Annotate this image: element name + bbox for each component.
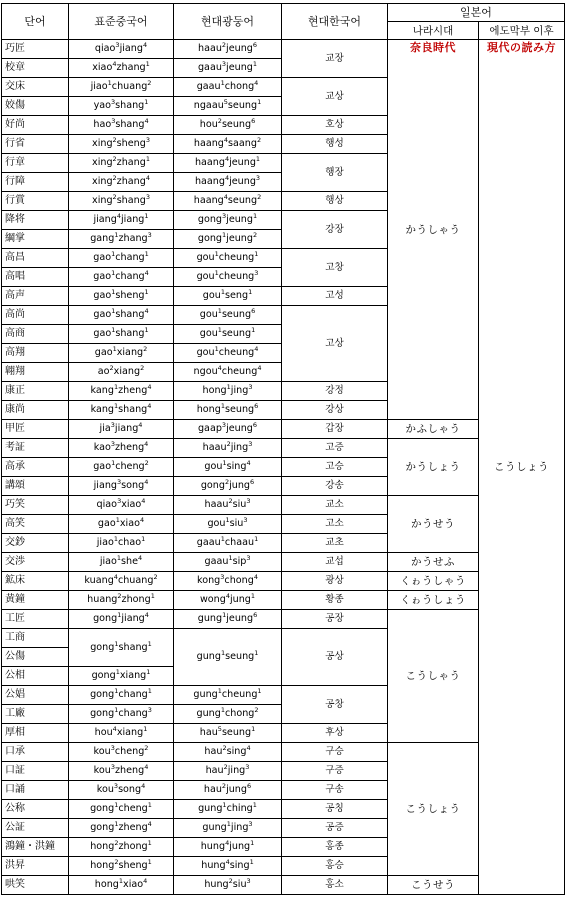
cell-word: 好尚 [2,116,69,135]
cell-nara-reading: くゎうしょう [388,591,479,610]
cell-cantonese: gung$^1$chong$^2$ [174,705,282,724]
cell-cantonese: haang$^4$jeung$^1$ [174,154,282,173]
cell-korean: 구송 [282,781,388,800]
cell-cantonese: kong$^3$chong$^4$ [174,572,282,591]
cell-korean: 공장 [282,610,388,629]
cell-cantonese: haang$^4$jeung$^3$ [174,173,282,192]
cell-mandarin: xing$^2$zhang$^4$ [69,173,174,192]
cell-word: 講頌 [2,477,69,496]
cell-word: 哄笑 [2,876,69,895]
cell-korean: 행상 [282,192,388,211]
cell-korean: 고소 [282,515,388,534]
cell-cantonese: haau$^2$jing$^3$ [174,439,282,458]
cell-korean: 교섭 [282,553,388,572]
cell-cantonese: hau$^2$jing$^3$ [174,762,282,781]
cell-word: 高尚 [2,306,69,325]
cell-mandarin: hong$^2$sheng$^1$ [69,857,174,876]
cell-mandarin: gao$^1$xiang$^2$ [69,344,174,363]
cell-korean: 교초 [282,534,388,553]
cell-mandarin: xiao$^4$zhang$^1$ [69,59,174,78]
cell-word: 高翔 [2,344,69,363]
cell-word: 公称 [2,800,69,819]
cell-cantonese: gaau$^3$jeung$^1$ [174,59,282,78]
cell-word: 交鈔 [2,534,69,553]
cell-mandarin: yao$^3$shang$^1$ [69,97,174,116]
cell-mandarin: hao$^3$shang$^4$ [69,116,174,135]
cell-mandarin: qiao$^3$jiang$^4$ [69,40,174,59]
cell-korean: 행성 [282,135,388,154]
cell-word: 黄鐘 [2,591,69,610]
cell-mandarin: gang$^1$zhang$^3$ [69,230,174,249]
cell-mandarin: gao$^1$cheng$^2$ [69,458,174,477]
cell-nara-reading [388,40,479,420]
cell-word: 綱掌 [2,230,69,249]
cell-korean: 강정 [282,382,388,401]
cell-cantonese: gou$^1$seung$^6$ [174,306,282,325]
cell-mandarin: $ao^2xiang^2$ [69,363,174,382]
cell-cantonese: gung$^1$jing$^3$ [174,819,282,838]
cell-word: 交渉 [2,553,69,572]
cell-korean: 고승 [282,458,388,477]
cell-cantonese: hau$^5$seung$^1$ [174,724,282,743]
cell-word: 鉱床 [2,572,69,591]
cell-cantonese: gung$^1$cheung$^1$ [174,686,282,705]
cell-korean: 교소 [282,496,388,515]
cell-korean: 고증 [282,439,388,458]
cell-nara-reading: こうせう [388,876,479,895]
header-nara-period: 나라시대 [388,22,479,40]
cell-mandarin: kang$^1$shang$^4$ [69,401,174,420]
cell-mandarin: kuang$^4$chuang$^2$ [69,572,174,591]
table-body [2,40,565,895]
header-korean: 현대한국어 [282,4,388,40]
cell-korean: 강송 [282,477,388,496]
cell-word: 康尚 [2,401,69,420]
cell-mandarin: xing$^2$sheng$^3$ [69,135,174,154]
cell-word: 交床 [2,78,69,97]
cell-mandarin: kou$^3$zheng$^4$ [69,762,174,781]
header-cantonese: 현대광둥어 [174,4,282,40]
cell-korean: 홍종 [282,838,388,857]
cell-mandarin: jia$^3$jiang$^4$ [69,420,174,439]
cell-mandarin: gong$^1$xiang$^1$ [69,667,174,686]
cell-cantonese: hong$^1$jing$^3$ [174,382,282,401]
cell-word: 工商 [2,629,69,648]
cell-mandarin: gao$^1$shang$^1$ [69,325,174,344]
cell-cantonese: gung$^1$ching$^1$ [174,800,282,819]
cell-mandarin: jiao$^1$chuang$^2$ [69,78,174,97]
cell-word: 行障 [2,173,69,192]
cell-edo-reading [479,40,565,895]
cell-korean: 공상 [282,629,388,686]
cell-korean: 공창 [282,686,388,724]
cell-korean: 강장 [282,211,388,249]
cell-mandarin: gong$^1$cheng$^1$ [69,800,174,819]
cell-cantonese: gong$^2$jung$^6$ [174,477,282,496]
cell-cantonese: haau$^2$siu$^3$ [174,496,282,515]
cell-word: 姣傷 [2,97,69,116]
cell-word: 甲匠 [2,420,69,439]
cell-mandarin: qiao$^3$xiao$^4$ [69,496,174,515]
cell-word: 高承 [2,458,69,477]
cell-cantonese: gou$^1$siu$^3$ [174,515,282,534]
cell-cantonese: gaau$^1$chong$^4$ [174,78,282,97]
cell-mandarin: gao$^1$chang$^1$ [69,249,174,268]
cell-mandarin: hou$^4$xiang$^1$ [69,724,174,743]
cell-mandarin: xing$^2$zhang$^1$ [69,154,174,173]
cell-cantonese: gaau$^1$chaau$^1$ [174,534,282,553]
cell-word: 康正 [2,382,69,401]
header-japanese: 일본어 [388,4,565,22]
cell-korean: 홍소 [282,876,388,895]
cell-nara-reading: こうしゃう [388,610,479,743]
cell-word: 厚相 [2,724,69,743]
cell-cantonese: ngaau$^5$seung$^1$ [174,97,282,116]
cell-word: 高笑 [2,515,69,534]
cell-mandarin: hong$^2$zhong$^1$ [69,838,174,857]
cell-cantonese: gong$^1$jeung$^2$ [174,230,282,249]
table-row [2,40,565,59]
cell-word: 口承 [2,743,69,762]
cell-korean: 공증 [282,819,388,838]
cell-mandarin: kao$^3$zheng$^4$ [69,439,174,458]
cell-word: 高唱 [2,268,69,287]
cell-mandarin: gong$^1$jiang$^4$ [69,610,174,629]
cell-cantonese: gou$^1$seng$^1$ [174,287,282,306]
cell-word: 公娼 [2,686,69,705]
cell-mandarin: jiang$^4$jiang$^1$ [69,211,174,230]
cell-cantonese: gaau$^1$sip$^3$ [174,553,282,572]
cell-korean: 고성 [282,287,388,306]
cell-korean: 후상 [282,724,388,743]
cell-word: 口誦 [2,781,69,800]
edo-reading-label: こうしょう [494,461,549,473]
cell-word: 校章 [2,59,69,78]
cell-cantonese: gung$^1$seung$^1$ [174,629,282,686]
cell-mandarin: gao$^1$chang$^4$ [69,268,174,287]
header-edo-period: 에도막부 이후 [479,22,565,40]
header-mandarin: 표준중국어 [69,4,174,40]
cell-cantonese: hung$^4$sing$^1$ [174,857,282,876]
cell-korean: 갑장 [282,420,388,439]
cell-nara-reading: かうしょう [388,439,479,496]
cell-korean: 구승 [282,743,388,762]
cell-word: 口証 [2,762,69,781]
cell-word: 工廠 [2,705,69,724]
cell-word: 巧匠 [2,40,69,59]
cell-cantonese: gou$^1$cheung$^4$ [174,344,282,363]
cell-cantonese: gou$^1$seung$^1$ [174,325,282,344]
cell-mandarin: gao$^1$sheng$^1$ [69,287,174,306]
cell-mandarin: jiao$^1$chao$^1$ [69,534,174,553]
cell-cantonese: hong$^1$seung$^6$ [174,401,282,420]
cell-mandarin: xing$^2$shang$^3$ [69,192,174,211]
cell-word: 公傷 [2,648,69,667]
cell-mandarin: hong$^1$xiao$^4$ [69,876,174,895]
cell-nara-reading: かうせふ [388,553,479,572]
cell-cantonese: hung$^2$siu$^3$ [174,876,282,895]
cell-word: 鴻鐘・洪鐘 [2,838,69,857]
cell-word: 巧笑 [2,496,69,515]
cell-word: 翺翔 [2,363,69,382]
cell-cantonese: hung$^4$jung$^1$ [174,838,282,857]
cell-word: 考証 [2,439,69,458]
cell-cantonese: hau$^2$jung$^6$ [174,781,282,800]
cell-word: 高昌 [2,249,69,268]
cell-word: 行賞 [2,192,69,211]
cell-nara-reading: かふしゃう [388,420,479,439]
cell-cantonese: ngou$^4$cheung$^4$ [174,363,282,382]
cell-mandarin: huang$^2$zhong$^1$ [69,591,174,610]
cell-cantonese: gaap$^3$jeung$^6$ [174,420,282,439]
nara-reading-label: かうしゃう [405,223,461,236]
cell-korean: 호상 [282,116,388,135]
cell-korean: 행장 [282,154,388,192]
cell-cantonese: haang$^4$saang$^2$ [174,135,282,154]
cell-cantonese: gou$^1$sing$^4$ [174,458,282,477]
cell-word: 公証 [2,819,69,838]
cell-word: 公相 [2,667,69,686]
cell-cantonese: gong$^3$jeung$^1$ [174,211,282,230]
cell-korean: 광상 [282,572,388,591]
cell-mandarin: jiang$^3$song$^4$ [69,477,174,496]
cell-korean: 고상 [282,306,388,382]
reading-comparison-table [1,3,565,895]
cell-word: 工匠 [2,610,69,629]
cell-nara-reading: かうせう [388,496,479,553]
nara-period-note: 奈良時代 [410,41,456,54]
cell-korean: 교상 [282,78,388,116]
cell-mandarin: gong$^1$chang$^3$ [69,705,174,724]
cell-mandarin: gao$^1$shang$^4$ [69,306,174,325]
cell-nara-reading: くゎうしゃう [388,572,479,591]
cell-cantonese: gou$^1$cheung$^1$ [174,249,282,268]
cell-korean: 강상 [282,401,388,420]
cell-mandarin: jiao$^1$she$^4$ [69,553,174,572]
header-word: 단어 [2,4,69,40]
cell-cantonese: wong$^4$jung$^1$ [174,591,282,610]
cell-korean: 황종 [282,591,388,610]
cell-mandarin: gong$^1$zheng$^4$ [69,819,174,838]
cell-word: 降将 [2,211,69,230]
cell-nara-reading: こうしょう [388,743,479,876]
cell-korean: 홍승 [282,857,388,876]
cell-mandarin: kou$^3$song$^4$ [69,781,174,800]
cell-cantonese: hou$^2$seung$^6$ [174,116,282,135]
cell-mandarin: gao$^1$xiao$^4$ [69,515,174,534]
cell-cantonese: haau$^2$jeung$^6$ [174,40,282,59]
cell-word: 行章 [2,154,69,173]
cell-korean: 구증 [282,762,388,781]
cell-korean: 교장 [282,40,388,78]
cell-cantonese: hau$^2$sing$^4$ [174,743,282,762]
cell-korean: 공칭 [282,800,388,819]
edo-period-note: 現代の読み方 [487,41,556,54]
cell-word: 洪昇 [2,857,69,876]
cell-mandarin: kang$^1$zheng$^4$ [69,382,174,401]
cell-cantonese: gou$^1$cheung$^3$ [174,268,282,287]
cell-word: 行省 [2,135,69,154]
cell-cantonese: gung$^1$jeung$^6$ [174,610,282,629]
cell-word: 高声 [2,287,69,306]
cell-word: 高商 [2,325,69,344]
cell-cantonese: haang$^4$seung$^2$ [174,192,282,211]
cell-mandarin: kou$^3$cheng$^2$ [69,743,174,762]
cell-mandarin: gong$^1$shang$^1$ [69,629,174,667]
cell-mandarin: gong$^1$chang$^1$ [69,686,174,705]
cell-korean: 고창 [282,249,388,287]
